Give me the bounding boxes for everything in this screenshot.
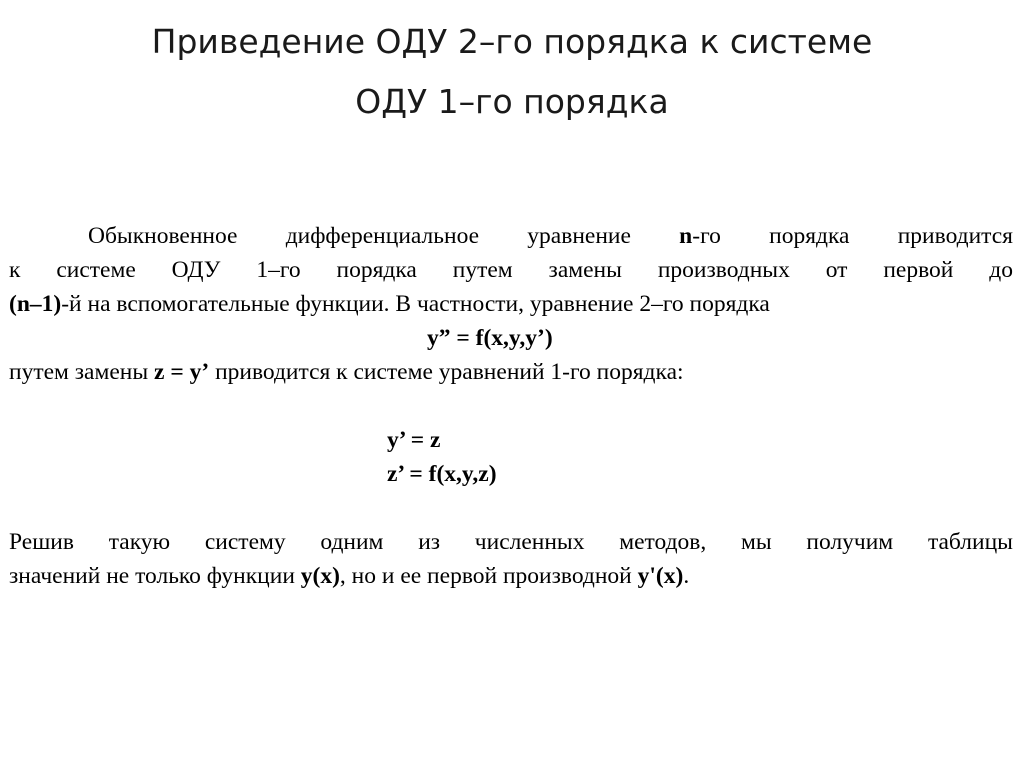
word: приводится	[897, 223, 1013, 249]
word: Обыкновенное	[88, 223, 238, 249]
main-equation	[9, 321, 1013, 355]
paragraph-3-text-e: .	[683, 563, 690, 589]
word: системе	[56, 257, 136, 283]
n-bold: n	[679, 223, 693, 249]
spacer	[9, 389, 1013, 423]
paragraph-1-line-3-text: -й на вспомогательные функции. В частности, уравнение 2–го порядка	[61, 291, 770, 317]
paragraph-1-line-3	[9, 287, 1013, 321]
title-line-1: Приведение ОДУ 2–го порядка к системе	[151, 22, 873, 61]
paragraph-2	[9, 355, 1013, 389]
word: к	[9, 257, 21, 283]
word: путем	[452, 257, 513, 283]
word: Решив	[9, 529, 74, 555]
word: численных	[474, 529, 585, 555]
paragraph-3-line-2	[9, 559, 1013, 593]
word: первой	[883, 257, 954, 283]
word: таблицы	[927, 529, 1013, 555]
word: -го	[692, 223, 721, 249]
paragraph-3-line-1	[9, 525, 1013, 559]
system-equation-1	[9, 423, 1013, 457]
word: замены	[548, 257, 622, 283]
word: методов,	[619, 529, 707, 555]
paragraph-1-line-1	[9, 219, 1013, 253]
word-n-order	[679, 219, 721, 253]
word: порядка	[336, 257, 417, 283]
substitution-bold: z = y’	[154, 359, 210, 385]
word: систему	[204, 529, 286, 555]
word: 1–го	[256, 257, 301, 283]
paragraph-3-text-c: , но и ее первой производной	[339, 563, 638, 589]
n-minus-1-bold: (n–1)	[9, 291, 62, 317]
word: одним	[320, 529, 384, 555]
word: получим	[806, 529, 894, 555]
paragraph-2-before: путем замены	[9, 359, 155, 385]
word: дифференциальное	[285, 223, 480, 249]
slide-body	[9, 219, 1013, 593]
y-prime-of-x-bold: y'(x)	[637, 563, 684, 589]
paragraph-2-after: приводится к системе уравнений 1-го порядка:	[209, 359, 684, 385]
word: производных	[657, 257, 790, 283]
y-of-x-bold: y(x)	[300, 563, 340, 589]
word: до	[989, 257, 1013, 283]
word: ОДУ	[171, 257, 221, 283]
word: порядка	[769, 223, 850, 249]
title-line-2: ОДУ 1–го порядка	[355, 82, 669, 121]
word: от	[825, 257, 848, 283]
system-equation-2-text: z’ = f(x,y,z)	[387, 461, 497, 487]
word: мы	[741, 529, 772, 555]
word: такую	[108, 529, 171, 555]
system-equation-2	[9, 457, 1013, 491]
slide-title	[0, 12, 1024, 132]
system-equation-1-text: y’ = z	[387, 427, 441, 453]
word: из	[418, 529, 441, 555]
paragraph-1-line-2	[9, 253, 1013, 287]
spacer	[9, 491, 1013, 525]
main-equation-text: y” = f(x,y,y’)	[427, 325, 553, 351]
word: уравнение	[527, 223, 631, 249]
paragraph-3-text-a: значений не только функции	[9, 563, 301, 589]
